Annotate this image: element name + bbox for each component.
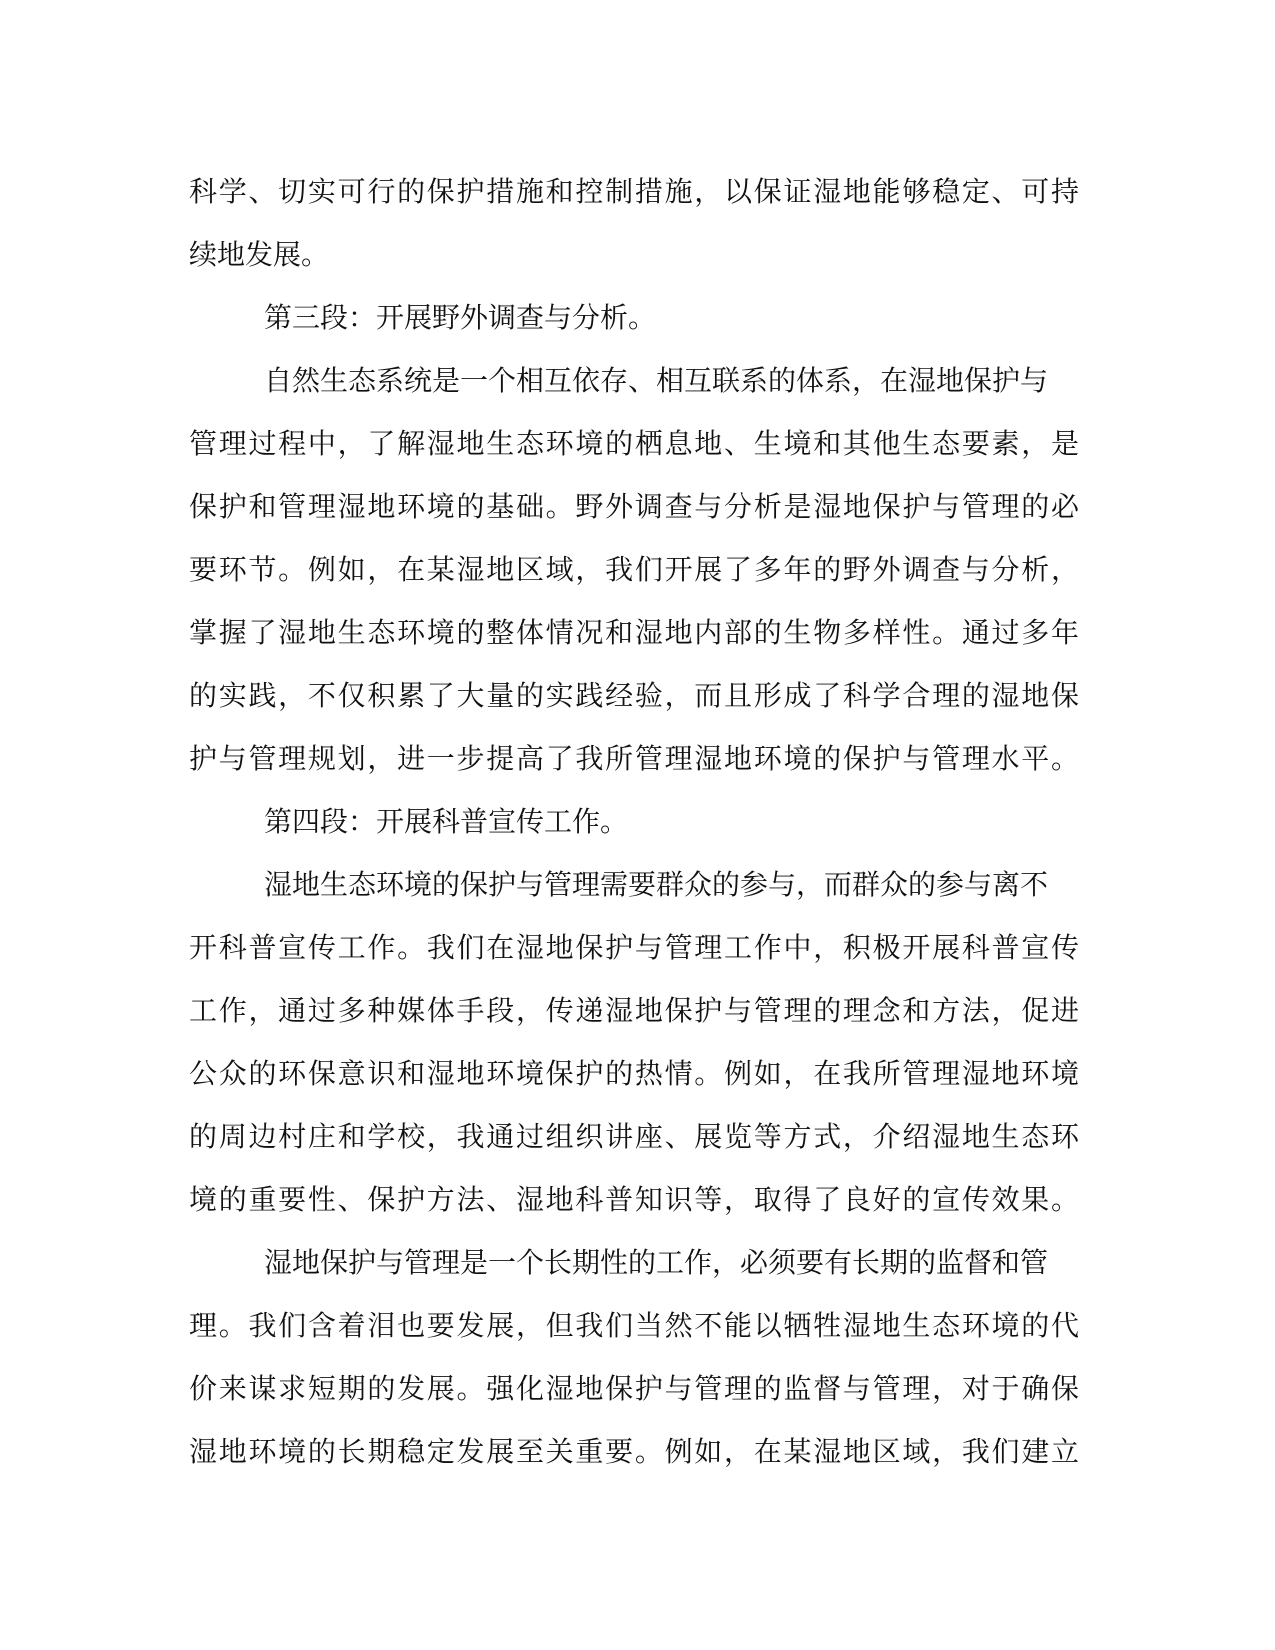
text-line: 的周边村庄和学校，我通过组织讲座、展览等方式，介绍湿地生态环 xyxy=(189,1120,1079,1153)
text-line: 公众的环保意识和湿地环境保护的热情。例如，在我所管理湿地环境 xyxy=(189,1057,1079,1090)
text-line: 湿地生态环境的保护与管理需要群众的参与，而群众的参与离不 xyxy=(264,868,1049,901)
section-heading: 第四段：开展科普宣传工作。 xyxy=(264,805,629,838)
text-line: 理。我们含着泪也要发展，但我们当然不能以牺牲湿地生态环境的代 xyxy=(189,1309,1079,1342)
text-line: 自然生态系统是一个相互依存、相互联系的体系，在湿地保护与 xyxy=(264,364,1049,397)
text-line: 护与管理规划，进一步提高了我所管理湿地环境的保护与管理水平。 xyxy=(189,742,1079,775)
text-line: 要环节。例如，在某湿地区域，我们开展了多年的野外调查与分析， xyxy=(189,553,1079,586)
document-body xyxy=(189,160,1079,1483)
text-line: 价来谋求短期的发展。强化湿地保护与管理的监督与管理，对于确保 xyxy=(189,1372,1079,1405)
text-line: 湿地保护与管理是一个长期性的工作，必须要有长期的监督和管 xyxy=(264,1246,1049,1279)
text-line: 保护和管理湿地环境的基础。野外调查与分析是湿地保护与管理的必 xyxy=(189,490,1079,523)
text-line: 掌握了湿地生态环境的整体情况和湿地内部的生物多样性。通过多年 xyxy=(189,616,1079,649)
text-line: 境的重要性、保护方法、湿地科普知识等，取得了良好的宣传效果。 xyxy=(189,1183,1079,1216)
text-line: 科学、切实可行的保护措施和控制措施，以保证湿地能够稳定、可持 xyxy=(189,175,1079,208)
section-heading: 第三段：开展野外调查与分析。 xyxy=(264,301,657,334)
text-line: 开科普宣传工作。我们在湿地保护与管理工作中，积极开展科普宣传 xyxy=(189,931,1079,964)
text-line: 管理过程中，了解湿地生态环境的栖息地、生境和其他生态要素，是 xyxy=(189,427,1079,460)
text-line: 湿地环境的长期稳定发展至关重要。例如，在某湿地区域，我们建立 xyxy=(189,1435,1079,1468)
text-line: 续地发展。 xyxy=(189,238,330,271)
text-line: 的实践，不仅积累了大量的实践经验，而且形成了科学合理的湿地保 xyxy=(189,679,1079,712)
text-line: 工作，通过多种媒体手段，传递湿地保护与管理的理念和方法，促进 xyxy=(189,994,1079,1027)
